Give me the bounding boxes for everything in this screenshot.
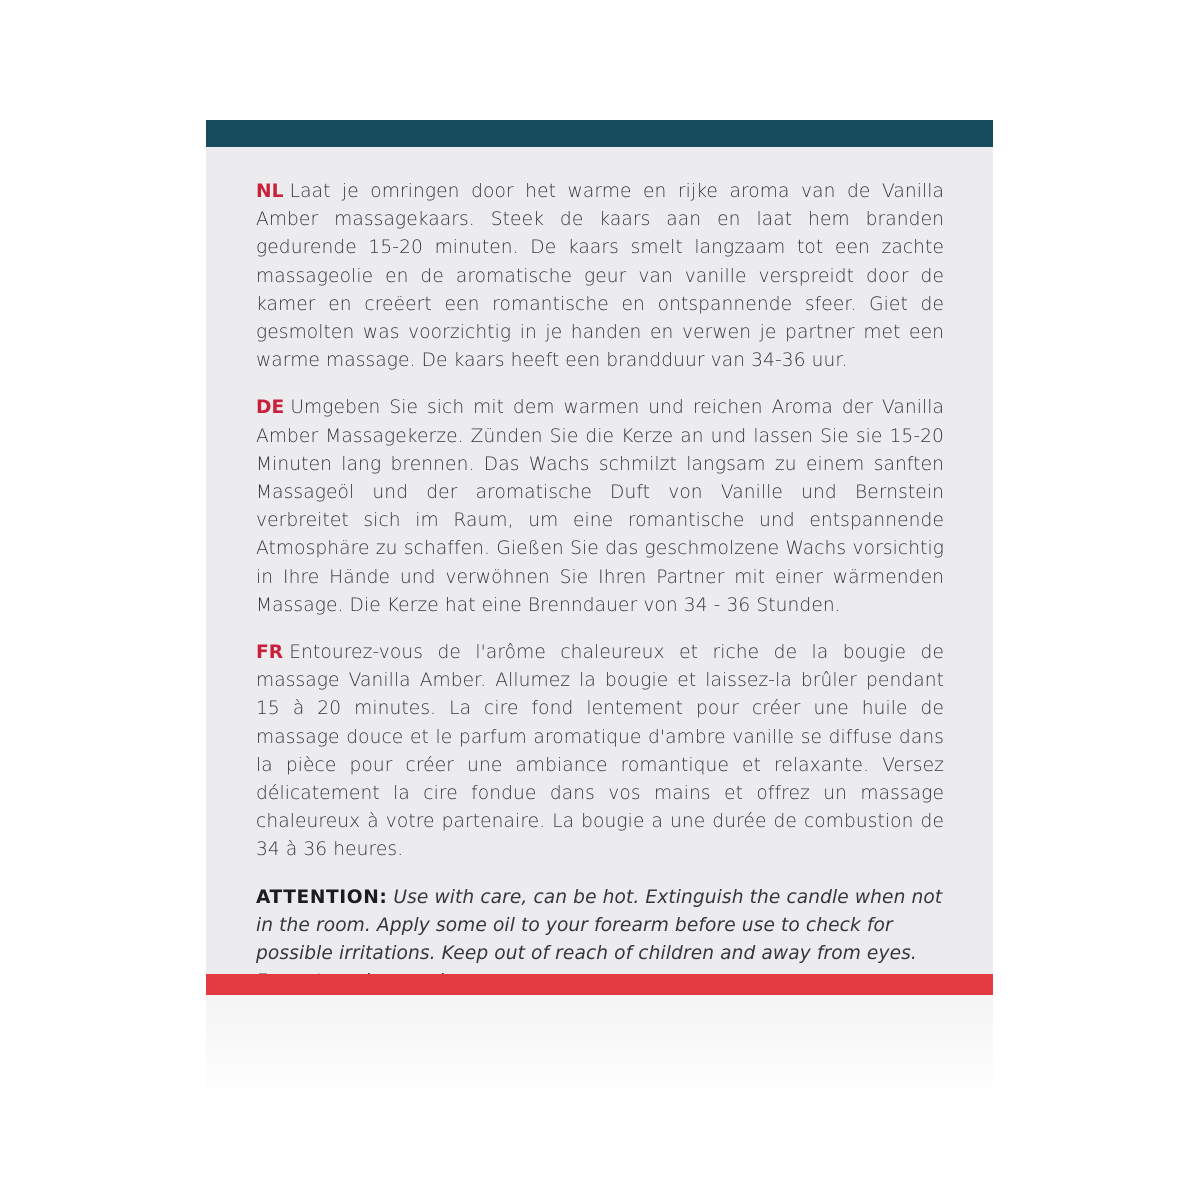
lang-code-de: DE: [256, 397, 285, 419]
section-fr-text: Entourez-vous de l'arôme chaleureux et riche de la bougie de massage Vanilla Amber. Allumez la bougie et laissez-la brûler pendant 15 à 20 minutes. La cire fond lentement pour créer une huile de massage douce et le parfum aromatique d'ambre vanille se diffuse dans la pièce pour créer une ambiance romantique et relaxante. Versez délicatement la cire fondue dans vos mains et offrez un massage chaleureux à votre partenaire. La bougie a une durée de combustion de 34 à 36 heures.: [256, 642, 944, 861]
card-reflection: [206, 995, 993, 1105]
instruction-card: [206, 120, 993, 995]
section-fr: [256, 639, 944, 865]
section-nl-text: Laat je omringen door het warme en rijke aroma van de Vanilla Amber massagekaars. Steek de kaars aan en laat hem branden gedurende 15-20 minuten. De kaars smelt langzaam tot een zachte massageolie en de aromatische geur van vanille verspreidt door de kamer en creëert een romantische en ontspannende sfeer. Giet de gesmolten was voorzichtig in je handen en verwen je partner met een warme massage. De kaars heeft een brandduur van 34-36 uur.: [256, 181, 944, 372]
section-de-text: Umgeben Sie sich mit dem warmen und reichen Aroma der Vanilla Amber Massagekerze. Zünden Sie die Kerze an und lassen Sie sie 15-20 Minuten lang brennen. Das Wachs schmilzt langsam zu einem sanften Massageöl und der aromatische Duft von Vanille und Bernstein verbreitet sich im Raum, um eine romantische und entspannende Atmosphäre zu schaffen. Gießen Sie das geschmolzene Wachs vorsichtig in Ihre Hände und verwöhnen Sie Ihren Partner mit einer wärmenden Massage. Die Kerze hat eine Brenndauer von 34 - 36 Stunden.: [256, 397, 944, 616]
section-nl: [256, 178, 944, 375]
warning-title: ATTENTION:: [256, 886, 388, 908]
lang-code-fr: FR: [256, 642, 284, 664]
section-de: [256, 394, 944, 620]
warning-text: Use with care, can be hot. Extinguish the candle when not in the room. Apply some oil to your forearm before use to check for possible irritations. Keep out of reach of children and away from eyes.: [256, 886, 943, 965]
bottom-color-bar: [206, 974, 993, 995]
card-content: [256, 178, 944, 1015]
lang-code-nl: NL: [256, 181, 284, 202]
top-color-bar: [206, 120, 993, 147]
